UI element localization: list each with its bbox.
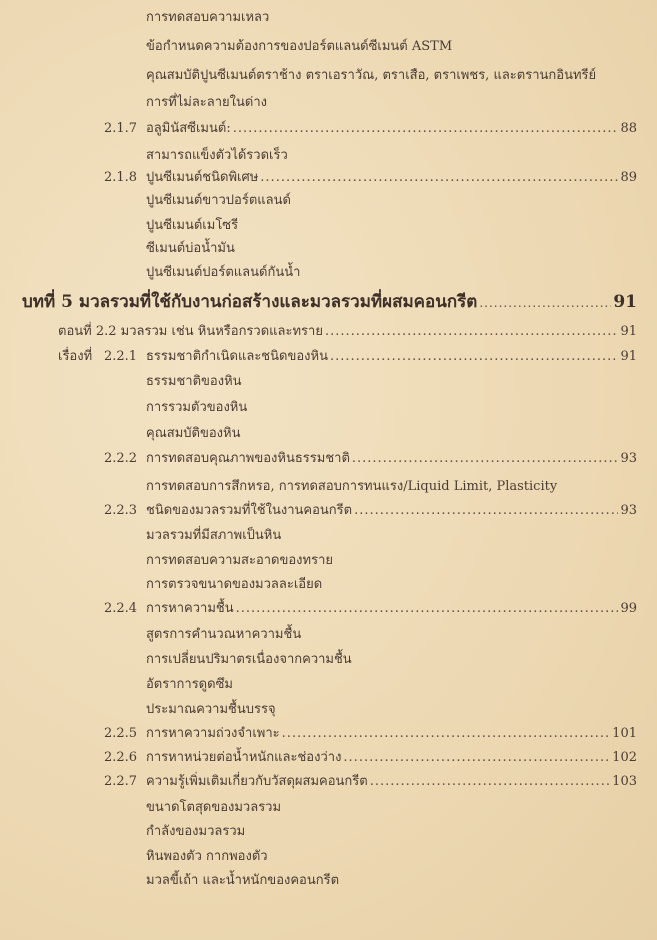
leader-dots [370, 773, 610, 791]
page-number: 91 [613, 292, 637, 312]
page-number: 101 [612, 726, 637, 741]
toc-subitem: มวลขี้เถ้า และน้ำหนักของคอนกรีต [146, 873, 340, 888]
page-number: 93 [620, 503, 637, 518]
toc-chapter-5[interactable] [22, 290, 637, 315]
toc-subitem: การทดสอบความสะอาดของทราย [146, 553, 334, 568]
chapter-title: บทที่ 5 มวลรวมที่ใช้กับงานก่อสร้างและมวลรวมที่ผสมคอนกรีต [22, 292, 478, 312]
toc-entry-2-2-5[interactable] [104, 725, 637, 743]
toc-subitem: กำลังของมวลรวม [146, 824, 246, 839]
toc-subitem: หินพองตัว กากพองตัว [146, 849, 268, 864]
page-number: 99 [620, 601, 637, 616]
toc-subitem: ประมาณความชื้นบรรจุ [146, 702, 276, 717]
toc-subitem: การทดสอบความเหลว [146, 10, 270, 25]
section-number: 2.2.5 [104, 726, 138, 741]
toc-subitem: ธรรมชาติของหิน [146, 374, 242, 389]
toc-subitem: สามารถแข็งตัวได้รวดเร็ว [146, 148, 288, 163]
section-title: การหาความชื้น [146, 601, 234, 616]
toc-subitem: มวลรวมที่มีสภาพเป็นหิน [146, 528, 282, 543]
toc-entry-2-2-2[interactable] [104, 450, 637, 468]
leader-dots [330, 348, 618, 366]
toc-subitem: การทดสอบการสึกหรอ, การทดสอบการทนแรง/Liquid Limit, Plasticity [146, 479, 558, 494]
section-title: การหาหน่วยต่อน้ำหนักและช่องว่าง [146, 750, 342, 765]
leader-dots [343, 749, 610, 767]
page-number: 93 [620, 451, 637, 466]
toc-entry-2-2-4[interactable] [104, 600, 637, 618]
page-number: 102 [612, 750, 637, 765]
page-number: 91 [620, 324, 637, 339]
page-number: 89 [620, 170, 637, 185]
section-title: ความรู้เพิ่มเติมเกี่ยวกับวัสดุผสมคอนกรีต [146, 774, 368, 789]
toc-entry-2-2-3[interactable] [104, 502, 637, 520]
toc-subitem: การที่ไม่ละลายในด่าง [146, 95, 267, 110]
section-number: 2.2.6 [104, 750, 138, 765]
section-number: 2.1.7 [104, 121, 138, 136]
section-title: การทดสอบคุณภาพของหินธรรมชาติ [146, 451, 350, 466]
page-number: 91 [620, 349, 637, 364]
leader-dots [260, 169, 618, 187]
toc-subitem: ขนาดโตสุดของมวลรวม [146, 800, 282, 815]
toc-subitem: การตรวจขนาดของมวลละเอียด [146, 577, 323, 592]
section-number: 2.2.4 [104, 601, 138, 616]
leader-dots [352, 450, 619, 468]
toc-entry-2-1-7[interactable] [104, 120, 637, 138]
toc-entry-2-2-7[interactable] [104, 773, 637, 791]
section-number: 2.1.8 [104, 170, 138, 185]
section-number: 2.2.3 [104, 503, 138, 518]
toc-subitem: คุณสมบัติปูนซีเมนต์ตราช้าง ตราเอราวัณ, ตราเสือ, ตราเพชร, และตรานกอินทรีย์ [146, 68, 597, 83]
section-title: ธรรมชาติกำเนิดและชนิดของหิน [146, 349, 328, 364]
leader-dots [233, 120, 619, 138]
leader-dots [354, 502, 618, 520]
section-number: 2.2.7 [104, 774, 138, 789]
section-number: 2.2.2 [104, 451, 138, 466]
toc-part-2-2[interactable] [58, 323, 637, 341]
toc-entry-2-2-1[interactable] [58, 348, 637, 366]
page-number: 103 [612, 774, 637, 789]
section-title: ชนิดของมวลรวมที่ใช้ในงานคอนกรีต [146, 503, 353, 518]
toc-entry-2-1-8[interactable] [104, 169, 637, 187]
toc-subitem: ปูนซีเมนต์เมโซรี [146, 218, 239, 233]
section-prefix: เรื่องที่ [58, 349, 93, 364]
leader-dots [479, 291, 611, 315]
toc-subitem: ปูนซีเมนต์ปอร์ตแลนด์กันน้ำ [146, 265, 301, 280]
page-number: 88 [620, 121, 637, 136]
section-number: 2.2.1 [104, 349, 138, 364]
leader-dots [325, 323, 618, 341]
toc-subitem: คุณสมบัติของหิน [146, 426, 241, 441]
toc-subitem: สูตรการคำนวณหาความชื้น [146, 627, 302, 642]
toc-subitem: ปูนซีเมนต์ขาวปอร์ตแลนด์ [146, 193, 291, 208]
toc-subitem: ข้อกำหนดความต้องการของปอร์ตแลนด์ซีเมนต์ ASTM [146, 39, 453, 54]
toc-subitem: อัตราการดูดซึม [146, 677, 233, 692]
part-title: ตอนที่ 2.2 มวลรวม เช่น หินหรือกรวดและทราย [58, 324, 323, 339]
toc-subitem: การเปลี่ยนปริมาตรเนื่องจากความชื้น [146, 652, 352, 667]
section-title: การหาความถ่วงจำเพาะ [146, 726, 280, 741]
leader-dots [282, 725, 611, 743]
section-title: ปูนซีเมนต์ชนิดพิเศษ [146, 170, 259, 185]
leader-dots [236, 600, 619, 618]
toc-subitem: ซีเมนต์บ่อน้ำมัน [146, 241, 235, 256]
toc-entry-2-2-6[interactable] [104, 749, 637, 767]
toc-subitem: การรวมตัวของหิน [146, 400, 248, 415]
section-title: อลูมินัสซีเมนต์: [146, 121, 231, 136]
